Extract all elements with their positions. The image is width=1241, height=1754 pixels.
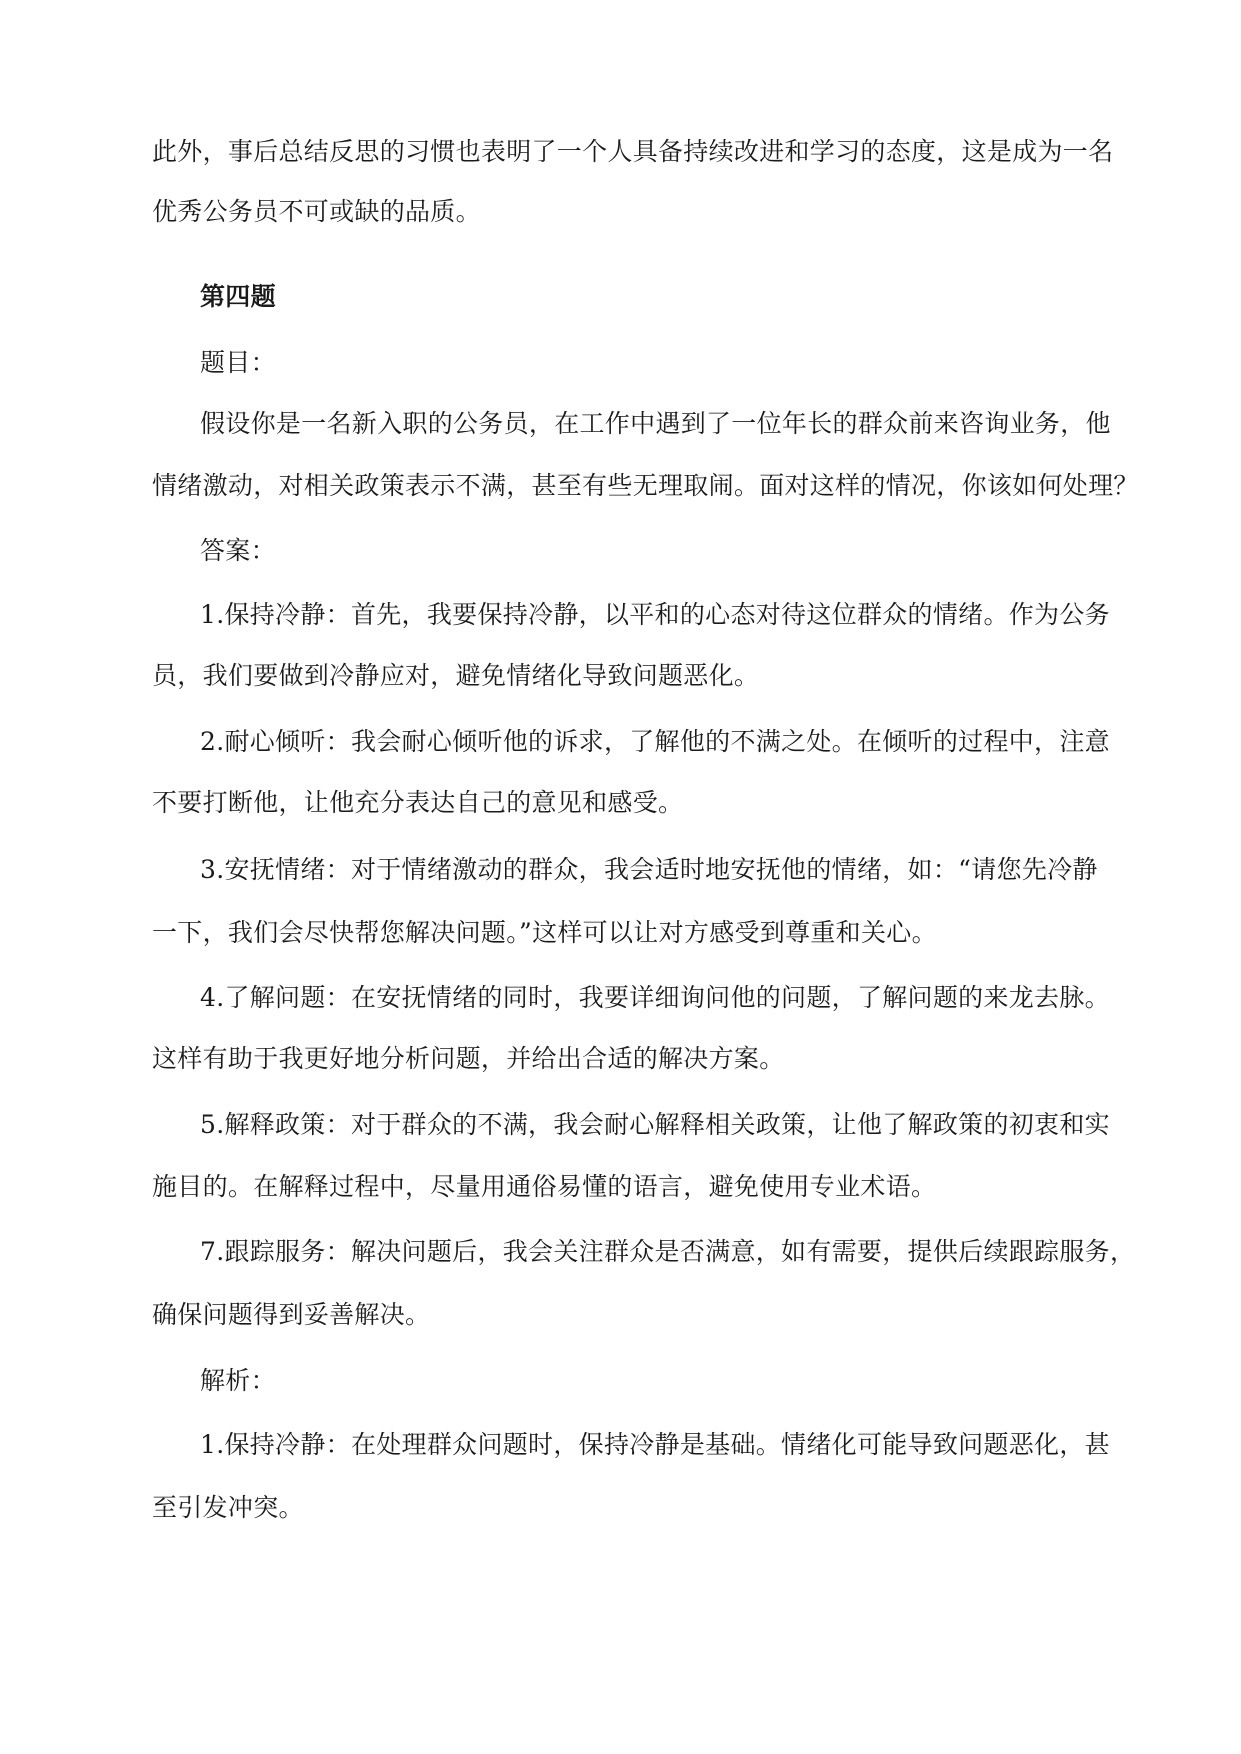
list-item: 2.耐心倾听：我会耐心倾听他的诉求，了解他的不满之处。在倾听的过程中，注意 bbox=[200, 727, 1110, 756]
list-item-continuation: 一下，我们会尽快帮您解决问题。”这样可以让对方感受到尊重和关心。 bbox=[152, 918, 937, 947]
list-item-continuation: 施目的。在解释过程中，尽量用通俗易懂的语言，避免使用专业术语。 bbox=[152, 1172, 937, 1201]
paragraph-line: 此外，事后总结反思的习惯也表明了一个人具备持续改进和学习的态度，这是成为一名 bbox=[152, 137, 1114, 166]
list-item-continuation: 至引发冲突。 bbox=[152, 1493, 304, 1522]
list-item-continuation: 确保问题得到妥善解决。 bbox=[152, 1300, 431, 1329]
question-label: 题目： bbox=[200, 348, 276, 377]
list-item: 7.跟踪服务：解决问题后，我会关注群众是否满意，如有需要，提供后续跟踪服务， bbox=[200, 1237, 1136, 1266]
list-item-continuation: 这样有助于我更好地分析问题，并给出合适的解决方案。 bbox=[152, 1044, 785, 1073]
list-item: 3.安抚情绪：对于情绪激动的群众，我会适时地安抚他的情绪，如：“请您先冷静 bbox=[200, 855, 1098, 884]
section-heading: 第四题 bbox=[200, 282, 276, 311]
paragraph-line: 假设你是一名新入职的公务员，在工作中遇到了一位年长的群众前来咨询业务，他 bbox=[200, 409, 1111, 438]
list-item: 1.保持冷静：在处理群众问题时，保持冷静是基础。情绪化可能导致问题恶化，甚 bbox=[200, 1430, 1110, 1459]
list-item: 5.解释政策：对于群众的不满，我会耐心解释相关政策，让他了解政策的初衷和实 bbox=[200, 1110, 1110, 1139]
list-item-continuation: 不要打断他，让他充分表达自己的意见和感受。 bbox=[152, 788, 684, 817]
answer-label: 答案： bbox=[200, 536, 276, 565]
list-item-continuation: 员，我们要做到冷静应对，避免情绪化导致问题恶化。 bbox=[152, 661, 760, 690]
list-item: 4.了解问题：在安抚情绪的同时，我要详细询问他的问题，了解问题的来龙去脉。 bbox=[200, 983, 1110, 1012]
analysis-label: 解析： bbox=[200, 1366, 276, 1395]
paragraph-line: 情绪激动，对相关政策表示不满，甚至有些无理取闹。面对这样的情况，你该如何处理？ bbox=[152, 471, 1139, 500]
paragraph-line: 优秀公务员不可或缺的品质。 bbox=[152, 197, 481, 226]
list-item: 1.保持冷静：首先，我要保持冷静，以平和的心态对待这位群众的情绪。作为公务 bbox=[200, 600, 1110, 629]
